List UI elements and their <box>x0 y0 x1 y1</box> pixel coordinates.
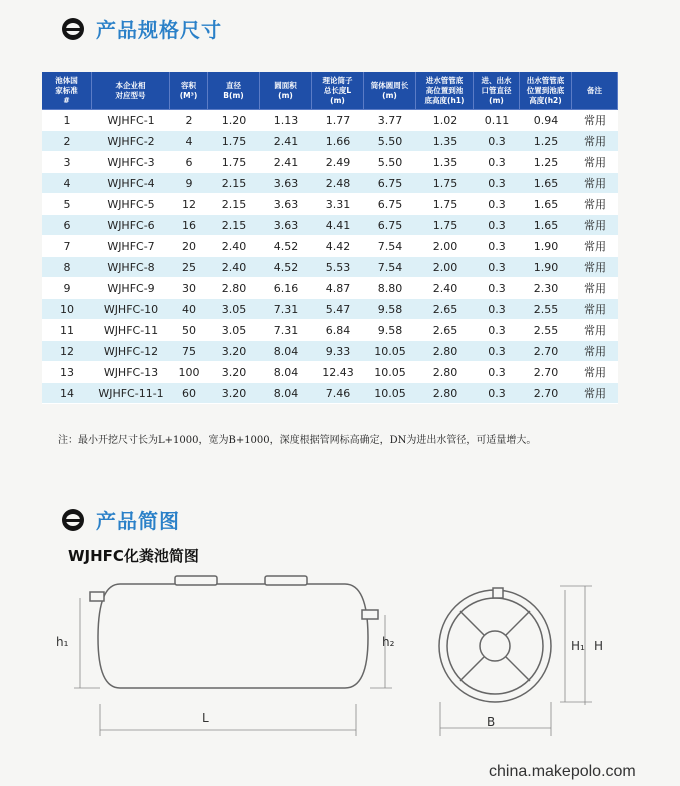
table-cell: 5.47 <box>312 299 364 320</box>
header-line: 出水管管底 <box>526 75 565 85</box>
table-cell: 1.35 <box>416 131 474 152</box>
header-line: 备注 <box>587 85 602 95</box>
section-title-diagram <box>62 505 180 534</box>
label-H1: H₁ <box>571 639 585 653</box>
header-line: 本企业相 <box>115 80 146 90</box>
label-L: L <box>202 711 209 725</box>
header-line: 位置到池底 <box>526 85 565 95</box>
table-cell: 2.00 <box>416 236 474 257</box>
table-cell: 12.43 <box>312 362 364 383</box>
table-cell: 6.75 <box>364 173 416 194</box>
table-cell: 2 <box>42 131 92 152</box>
section-emblem-icon <box>62 18 84 40</box>
header-line: 高位置到池 <box>425 85 464 95</box>
table-cell: 3 <box>42 152 92 173</box>
table-cell: 0.11 <box>474 110 520 131</box>
table-cell: 常用 <box>572 110 618 131</box>
table-cell: 9.33 <box>312 341 364 362</box>
table-cell: 6.84 <box>312 320 364 341</box>
table-cell: 常用 <box>572 194 618 215</box>
table-cell: 6.75 <box>364 215 416 236</box>
table-cell: 8.80 <box>364 278 416 299</box>
table-cell: 6.16 <box>260 278 312 299</box>
tank-body-outline <box>98 584 368 688</box>
table-header-row <box>42 72 618 110</box>
table-cell: 1.65 <box>520 215 572 236</box>
table-cell: 7.31 <box>260 299 312 320</box>
table-cell: 3.63 <box>260 173 312 194</box>
table-cell: 1.75 <box>416 173 474 194</box>
header-line: (M³) <box>179 90 198 100</box>
header-line: 进、出水 <box>481 75 512 85</box>
header-line: 筒体圆周长 <box>370 80 409 90</box>
table-cell: 0.3 <box>474 362 520 383</box>
table-cell: 2.55 <box>520 299 572 320</box>
table-cell: 3.05 <box>208 320 260 341</box>
section-title-label: 产品规格尺寸 <box>96 18 222 42</box>
table-cell: 2 <box>170 110 208 131</box>
table-cell: WJHFC-12 <box>92 341 170 362</box>
table-cell: WJHFC-13 <box>92 362 170 383</box>
inlet-pipe <box>90 592 104 601</box>
table-cell: 7.54 <box>364 257 416 278</box>
table-cell: 3.20 <box>208 362 260 383</box>
table-cell: 1.90 <box>520 257 572 278</box>
table-cell: 4.52 <box>260 236 312 257</box>
diagram-title: WJHFC化粪池简图 <box>68 547 199 565</box>
table-cell: 1.65 <box>520 194 572 215</box>
table-cell: 7 <box>42 236 92 257</box>
table-cell: 常用 <box>572 320 618 341</box>
table-cell: 3.63 <box>260 194 312 215</box>
table-cell: 常用 <box>572 173 618 194</box>
table-cell: 5.50 <box>364 152 416 173</box>
table-cell: 14 <box>42 383 92 404</box>
header-line: 口管直径 <box>481 85 512 95</box>
table-cell: 1.75 <box>208 131 260 152</box>
table-cell: WJHFC-11-1 <box>92 383 170 404</box>
table-cell: 2.65 <box>416 299 474 320</box>
table-cell: 0.3 <box>474 257 520 278</box>
table-cell: 2.40 <box>208 257 260 278</box>
table-cell: 2.55 <box>520 320 572 341</box>
table-cell: 16 <box>170 215 208 236</box>
table-cell: 8 <box>42 257 92 278</box>
table-cell: 10.05 <box>364 383 416 404</box>
section-emblem-icon <box>62 509 84 531</box>
header-cell <box>170 72 208 110</box>
table-cell: WJHFC-6 <box>92 215 170 236</box>
header-cell <box>260 72 312 110</box>
table-cell: 1.75 <box>416 194 474 215</box>
table-cell: 3.77 <box>364 110 416 131</box>
table-cell: 1.13 <box>260 110 312 131</box>
table-cell: 2.41 <box>260 152 312 173</box>
table-cell: 2.40 <box>208 236 260 257</box>
table-cell: WJHFC-10 <box>92 299 170 320</box>
table-cell: 常用 <box>572 362 618 383</box>
header-cell <box>312 72 364 110</box>
table-cell: 10 <box>42 299 92 320</box>
table-cell: 0.3 <box>474 194 520 215</box>
table-cell: 0.3 <box>474 278 520 299</box>
table-cell: 1.75 <box>208 152 260 173</box>
header-cell <box>92 72 170 110</box>
table-cell: 常用 <box>572 383 618 404</box>
header-cell <box>364 72 416 110</box>
table-cell: WJHFC-4 <box>92 173 170 194</box>
table-cell: WJHFC-8 <box>92 257 170 278</box>
table-cell: 常用 <box>572 215 618 236</box>
header-line: 容积 <box>181 80 196 90</box>
table-cell: 常用 <box>572 257 618 278</box>
header-line: B(m) <box>223 90 244 100</box>
table-row <box>42 362 618 383</box>
end-opening-top <box>493 588 503 598</box>
table-cell: WJHFC-3 <box>92 152 170 173</box>
table-cell: 3.05 <box>208 299 260 320</box>
table-cell: 1.20 <box>208 110 260 131</box>
header-cell <box>42 72 92 110</box>
table-cell: 7.31 <box>260 320 312 341</box>
table-row <box>42 173 618 194</box>
table-body <box>42 110 618 404</box>
table-cell: 2.65 <box>416 320 474 341</box>
table-cell: 5 <box>42 194 92 215</box>
table-cell: 100 <box>170 362 208 383</box>
table-cell: 1.90 <box>520 236 572 257</box>
table-cell: 0.3 <box>474 320 520 341</box>
header-line: 直径 <box>226 80 241 90</box>
table-cell: 0.3 <box>474 215 520 236</box>
label-h1: h₁ <box>56 635 69 649</box>
header-line: 理论筒子 <box>322 75 353 85</box>
table-cell: 7.54 <box>364 236 416 257</box>
table-cell: 50 <box>170 320 208 341</box>
table-cell: 0.3 <box>474 299 520 320</box>
table-cell: 6 <box>42 215 92 236</box>
table-cell: 0.3 <box>474 173 520 194</box>
table-cell: 4.41 <box>312 215 364 236</box>
table-cell: 3.20 <box>208 341 260 362</box>
table-cell: 2.80 <box>416 362 474 383</box>
table-cell: 4.52 <box>260 257 312 278</box>
table-cell: 6 <box>170 152 208 173</box>
dimension-lines-side <box>74 598 392 736</box>
header-line: # <box>63 95 70 105</box>
spec-table <box>42 72 618 404</box>
table-row <box>42 257 618 278</box>
header-line: (m) <box>489 95 504 105</box>
table-cell: 0.3 <box>474 236 520 257</box>
table-cell: 2.30 <box>520 278 572 299</box>
header-line: 圆面积 <box>274 80 297 90</box>
header-line: 底高度(h1) <box>424 95 465 105</box>
table-row <box>42 278 618 299</box>
table-cell: 0.3 <box>474 152 520 173</box>
table-cell: 8.04 <box>260 362 312 383</box>
table-cell: 11 <box>42 320 92 341</box>
table-cell: 60 <box>170 383 208 404</box>
table-cell: 2.80 <box>208 278 260 299</box>
table-cell: 0.94 <box>520 110 572 131</box>
table-cell: WJHFC-7 <box>92 236 170 257</box>
table-cell: 9 <box>42 278 92 299</box>
tank-end-outer <box>439 590 551 702</box>
table-cell: 5.53 <box>312 257 364 278</box>
header-cell <box>572 72 618 110</box>
table-cell: 10.05 <box>364 362 416 383</box>
table-cell: 常用 <box>572 236 618 257</box>
table-cell: 3.63 <box>260 215 312 236</box>
header-line: (m) <box>278 90 293 100</box>
tank-end-view <box>439 588 551 702</box>
tank-end-hub <box>480 631 510 661</box>
manhole-left <box>175 576 217 585</box>
table-cell: 9 <box>170 173 208 194</box>
header-cell <box>416 72 474 110</box>
watermark: china.makepolo.com <box>489 763 636 780</box>
table-cell: 10.05 <box>364 341 416 362</box>
manhole-right <box>265 576 307 585</box>
table-cell: WJHFC-11 <box>92 320 170 341</box>
table-cell: 1.77 <box>312 110 364 131</box>
table-row <box>42 131 618 152</box>
header-line: 进水管管底 <box>425 75 464 85</box>
table-cell: 75 <box>170 341 208 362</box>
table-cell: 9.58 <box>364 320 416 341</box>
table-cell: 4.87 <box>312 278 364 299</box>
label-H: H <box>594 639 604 653</box>
table-cell: 20 <box>170 236 208 257</box>
header-cell <box>474 72 520 110</box>
table-cell: 4 <box>170 131 208 152</box>
table-cell: 1.25 <box>520 152 572 173</box>
table-cell: 2.48 <box>312 173 364 194</box>
table-cell: 1 <box>42 110 92 131</box>
table-row <box>42 383 618 404</box>
section-title-label: 产品简图 <box>96 509 180 533</box>
table-cell: 6.75 <box>364 194 416 215</box>
table-cell: 1.65 <box>520 173 572 194</box>
table-cell: 2.00 <box>416 257 474 278</box>
dimension-lines-end <box>440 586 592 736</box>
header-line: 家标准 <box>55 85 78 95</box>
table-cell: 2.80 <box>416 383 474 404</box>
table-row <box>42 152 618 173</box>
table-cell: 1.66 <box>312 131 364 152</box>
table-cell: 25 <box>170 257 208 278</box>
table-row <box>42 194 618 215</box>
table-cell: 2.15 <box>208 215 260 236</box>
table-cell: 2.70 <box>520 383 572 404</box>
table-cell: 2.80 <box>416 341 474 362</box>
table-cell: 8.04 <box>260 341 312 362</box>
table-row <box>42 236 618 257</box>
label-h2: h₂ <box>382 635 395 649</box>
table-cell: WJHFC-2 <box>92 131 170 152</box>
table-cell: 常用 <box>572 131 618 152</box>
table-cell: 2.41 <box>260 131 312 152</box>
table-cell: 2.15 <box>208 173 260 194</box>
table-cell: 1.35 <box>416 152 474 173</box>
outlet-pipe <box>362 610 378 619</box>
table-cell: 0.3 <box>474 383 520 404</box>
header-line: 对应型号 <box>115 90 146 100</box>
table-cell: 0.3 <box>474 131 520 152</box>
table-row <box>42 215 618 236</box>
table-cell: 4 <box>42 173 92 194</box>
table-cell: 8.04 <box>260 383 312 404</box>
table-cell: WJHFC-9 <box>92 278 170 299</box>
table-cell: WJHFC-1 <box>92 110 170 131</box>
table-cell: 2.49 <box>312 152 364 173</box>
header-cell <box>520 72 572 110</box>
table-cell: 30 <box>170 278 208 299</box>
table-cell: 2.70 <box>520 362 572 383</box>
table-cell: 4.42 <box>312 236 364 257</box>
table-cell: 0.3 <box>474 341 520 362</box>
table-cell: 12 <box>42 341 92 362</box>
table-cell: 7.46 <box>312 383 364 404</box>
table-cell: 9.58 <box>364 299 416 320</box>
header-cell <box>208 72 260 110</box>
section-title-specs <box>62 14 222 43</box>
table-cell: 5.50 <box>364 131 416 152</box>
table-cell: 常用 <box>572 299 618 320</box>
table-cell: 2.40 <box>416 278 474 299</box>
header-line: (m) <box>330 95 345 105</box>
table-row <box>42 110 618 131</box>
table-cell: 3.20 <box>208 383 260 404</box>
table-row <box>42 320 618 341</box>
table-cell: WJHFC-5 <box>92 194 170 215</box>
table-cell: 2.70 <box>520 341 572 362</box>
table-cell: 常用 <box>572 278 618 299</box>
header-line: 池体国 <box>55 75 78 85</box>
header-line: 总长度L <box>323 85 352 95</box>
table-cell: 3.31 <box>312 194 364 215</box>
table-cell: 常用 <box>572 152 618 173</box>
table-cell: 40 <box>170 299 208 320</box>
table-cell: 13 <box>42 362 92 383</box>
table-cell: 常用 <box>572 341 618 362</box>
table-row <box>42 299 618 320</box>
table-cell: 12 <box>170 194 208 215</box>
table-cell: 1.25 <box>520 131 572 152</box>
table-row <box>42 341 618 362</box>
table-cell: 2.15 <box>208 194 260 215</box>
septic-tank-diagram <box>0 560 680 750</box>
header-line: 高度(h2) <box>529 95 562 105</box>
footnote: 注：最小开挖尺寸长为L+1000，宽为B+1000，深度根据管网标高确定，DN为进出水管径，可适量增大。 <box>58 435 537 446</box>
tank-side-view <box>90 576 378 688</box>
header-line: (m) <box>382 90 397 100</box>
table-cell: 1.75 <box>416 215 474 236</box>
table-cell: 1.02 <box>416 110 474 131</box>
label-B: B <box>487 715 496 729</box>
